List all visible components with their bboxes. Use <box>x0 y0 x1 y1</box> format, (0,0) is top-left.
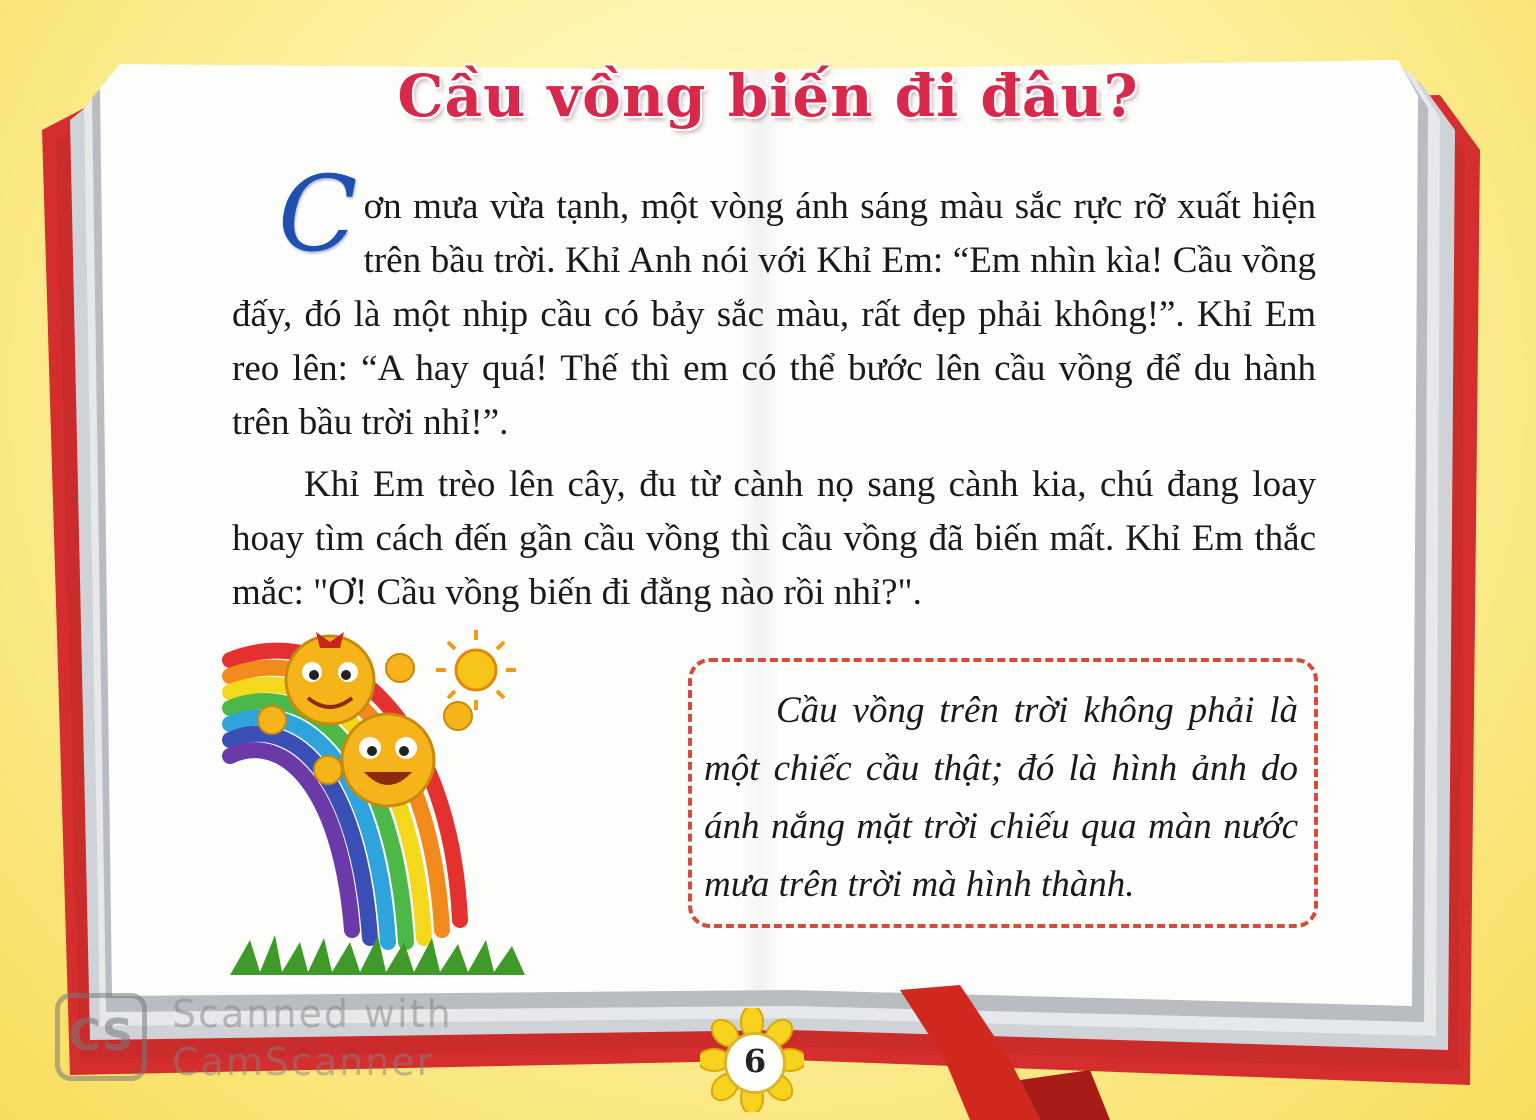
watermark-line-2: CamScanner <box>172 1040 435 1084</box>
paragraph-1 <box>232 153 1316 450</box>
page-number: 6 <box>724 1032 786 1094</box>
drop-cap: C <box>278 153 358 275</box>
paragraph-1-text: ơn mưa vừa tạnh, một vòng ánh sáng màu sắc rực rỡ xuất hiện trên bầu trời. Khỉ Anh nói với Khỉ Em: “Em nhìn kìa! Cầu vồng đấy, đó là một nhịp cầu có bảy sắc màu, rất đẹp phải không!”. Khỉ Em reo lên: “A hay quá! Thế thì em có thể bước lên cầu vồng để du hành trên bầu trời nhỉ!”. <box>232 186 1316 443</box>
grass-illustration <box>230 935 525 975</box>
paragraph-2: Khỉ Em trèo lên cây, đu từ cành nọ sang cành kia, chú đang loay hoay tìm cách đến gần cầu vồng thì cầu vồng đã biến mất. Khỉ Em thắc mắc: "Ơ! Cầu vồng biến đi đằng nào rồi nhỉ?". <box>232 464 1316 613</box>
watermark-line-1: Scanned with <box>172 992 453 1036</box>
page-title: Cầu vồng biến đi đâu? <box>397 62 1139 130</box>
fact-box <box>688 658 1318 928</box>
story-text <box>232 153 1316 620</box>
sun-icon <box>436 630 516 710</box>
rainbow-illustration <box>220 620 540 990</box>
fact-text: Cầu vồng trên trời không phải là một chiếc cầu thật; đó là hình ảnh do ánh nắng mặt trời chiếu qua màn nước mưa trên trời mà hình thành. <box>704 690 1298 905</box>
camscanner-watermark <box>172 990 453 1086</box>
camscanner-logo: CS <box>55 993 147 1081</box>
